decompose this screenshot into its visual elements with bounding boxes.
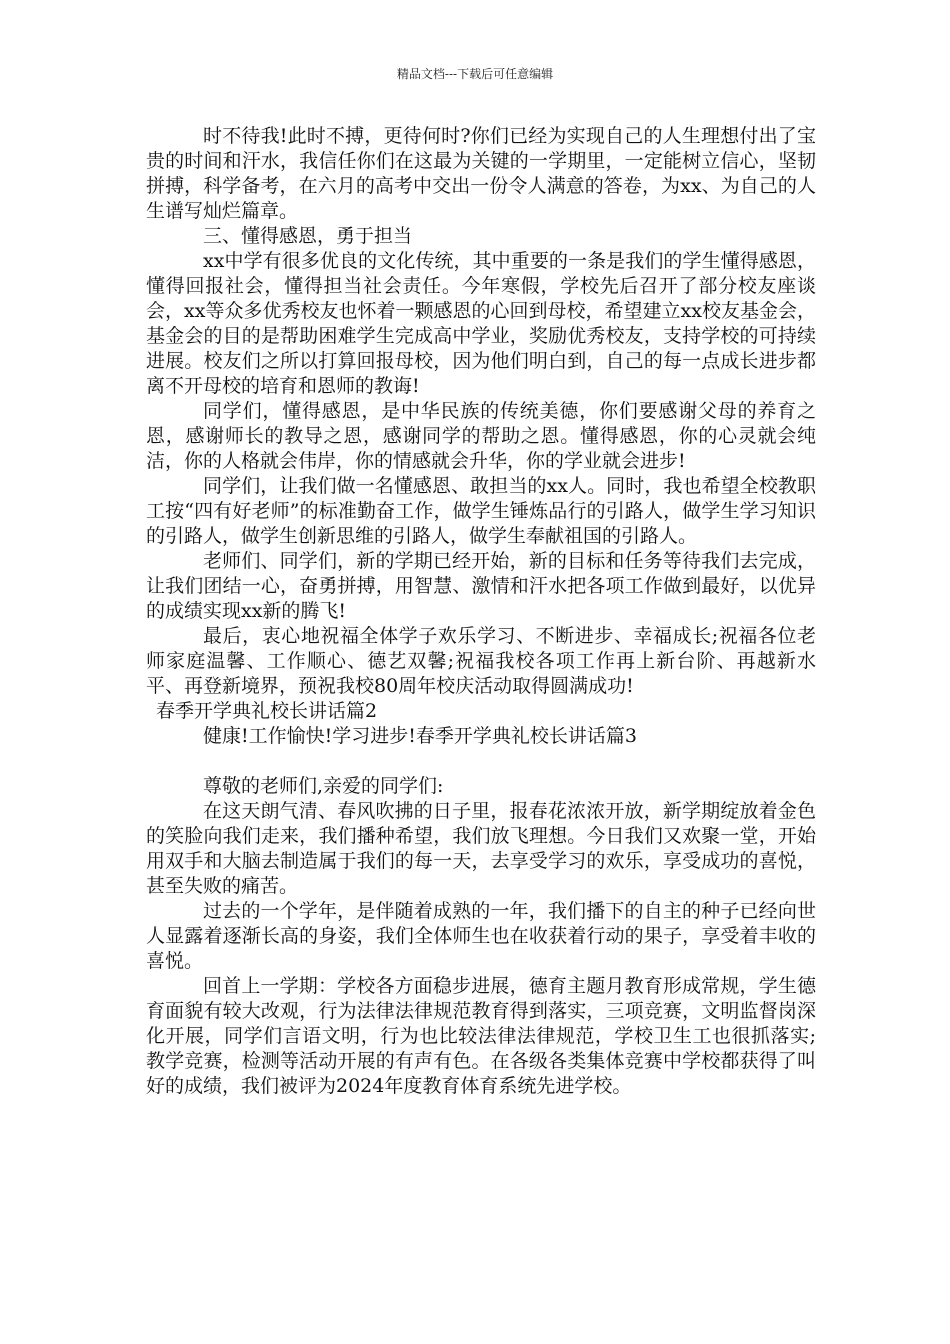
blank-line — [146, 749, 816, 774]
speech-title: 春季开学典礼校长讲话篇2 — [156, 700, 378, 722]
paragraph: 过去的一个学年，是伴随着成熟的一年，我们播下的自主的种子已经向世人显露着逐渐长高的身姿，我们全体师生也在收获着行动的果子，享受着丰收的喜悦。 — [146, 900, 816, 972]
paragraph: 回首上一学期：学校各方面稳步进展，德育主题月教育形成常规，学生德育面貌有较大改观，行为法律法律规范教育得到落实，三项竞赛，文明监督岗深化开展，同学们言语文明，行为也比较法律法律规范，学校卫生工也很抓落实;教学竞赛，检测等活动开展的有声有色。在各级各类集体竞赛中学校都获得了叫好的成绩，我们被评为2024年度教育体育系统先进学校。 — [146, 975, 816, 1097]
paragraph: 同学们，懂得感恩，是中华民族的传统美德，你们要感谢父母的养育之恩，感谢师长的教导之恩，感谢同学的帮助之恩。懂得感恩，你的心灵就会纯洁，你的人格就会伟岸，你的情感就会升华，你的学业就会进步! — [146, 400, 816, 472]
page-header: 精品文档---下载后可任意编辑 — [396, 67, 554, 81]
greeting: 尊敬的老师们,亲爱的同学们: — [203, 775, 444, 797]
paragraph: 老师们、同学们，新的学期已经开始，新的目标和任务等待我们去完成，让我们团结一心，奋勇拼搏，用智慧、激情和汗水把各项工作做到最好，以优异的成绩实现xx新的腾飞! — [146, 550, 816, 622]
document-body — [146, 124, 816, 1099]
paragraph: 在这天朗气清、春风吹拂的日子里，报春花浓浓开放，新学期绽放着金色的笑脸向我们走来，我们播种希望，我们放飞理想。今日我们又欢聚一堂，开始用双手和大脑去制造属于我们的每一天，去享受学习的欢乐，享受成功的喜悦，甚至失败的痛苦。 — [146, 800, 816, 897]
paragraph: 最后，衷心地祝福全体学子欢乐学习、不断进步、幸福成长;祝福各位老师家庭温馨、工作顺心、德艺双馨;祝福我校各项工作再上新台阶、再越新水平、再登新境界，预祝我校80周年校庆活动取得圆满成功! — [146, 625, 816, 697]
paragraph: xx中学有很多优良的文化传统，其中重要的一条是我们的学生懂得感恩，懂得回报社会，懂得担当社会责任。今年寒假，学校先后召开了部分校友座谈会，xx等众多优秀校友也怀着一颗感恩的心回到母校，希望建立xx校友基金会，基金会的目的是帮助困难学生完成高中学业，奖励优秀校友，支持学校的可持续进展。校友们之所以打算回报母校，因为他们明白到，自己的每一点成长进步都离不开母校的培育和恩师的教诲! — [146, 250, 816, 397]
section-heading: 三、懂得感恩，勇于担当 — [203, 225, 413, 247]
speech-title: 健康!工作愉快!学习进步!春季开学典礼校长讲话篇3 — [203, 725, 637, 747]
paragraph: 时不待我!此时不搏，更待何时?你们已经为实现自己的人生理想付出了宝贵的时间和汗水，我信任你们在这最为关键的一学期里，一定能树立信心，坚韧拼搏，科学备考，在六月的高考中交出一份令人满意的答卷，为xx、为自己的人生谱写灿烂篇章。 — [146, 125, 816, 222]
paragraph: 同学们，让我们做一名懂感恩、敢担当的xx人。同时，我也希望全校教职工按“四有好老师”的标准勤奋工作，做学生锤炼品行的引路人，做学生学习知识的引路人，做学生创新思维的引路人，做学生奉献祖国的引路人。 — [146, 475, 816, 547]
